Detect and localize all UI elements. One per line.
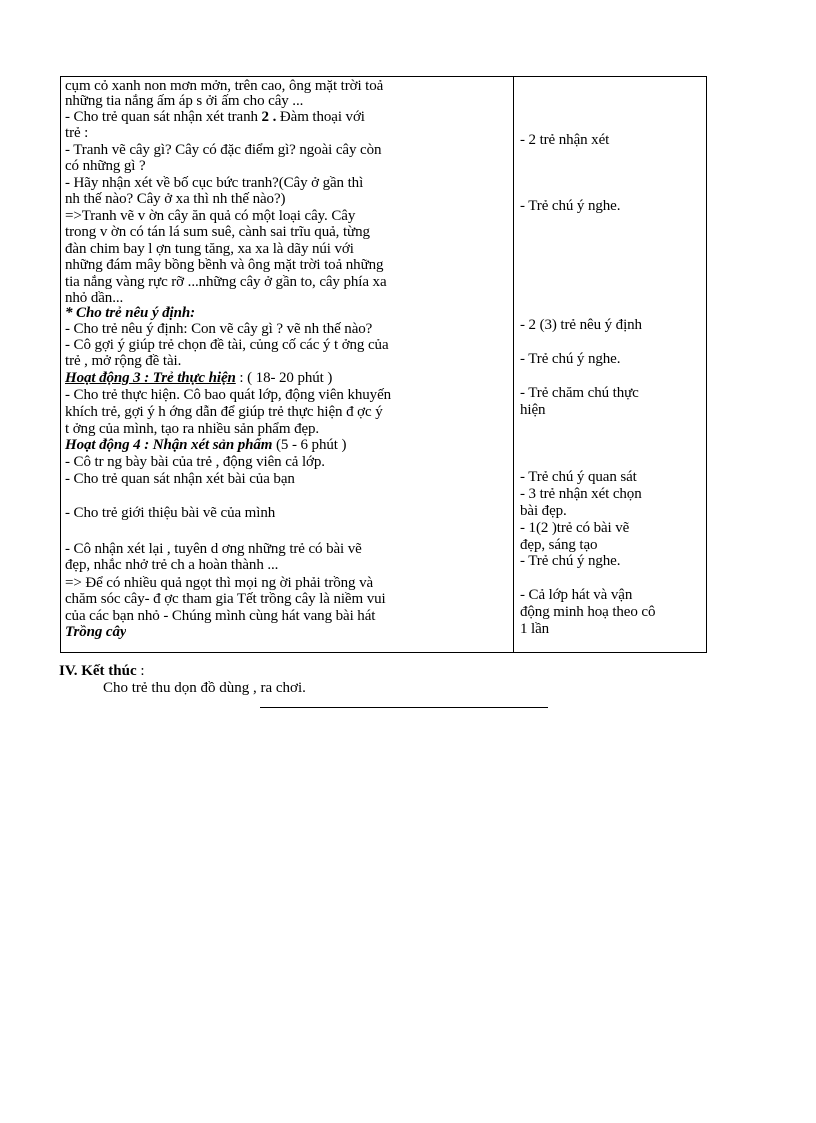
text-line: nh thế nào? Cây ở xa thì nh thế nào?)	[65, 191, 286, 207]
text-line: nhỏ dần...	[65, 290, 124, 306]
text-line: có những gì ?	[65, 158, 146, 174]
text-line: - Cho trẻ nêu ý định: Con vẽ cây gì ? vẽ nh thế nào?	[65, 321, 373, 337]
activity-heading: Hoạt động 4 : Nhận xét sản phẩm	[65, 437, 273, 453]
text-line: bài đẹp.	[520, 503, 567, 519]
activity-heading: Hoạt động 3 : Trẻ thực hiện	[65, 370, 236, 386]
text-line: - Trẻ chăm chú thực	[520, 385, 639, 401]
text-line: hiện	[520, 402, 546, 418]
text-line: =>Tranh vẽ v ờn cây ăn quả có một loại cây. Cây	[65, 208, 356, 224]
text-line: - Trẻ chú ý nghe.	[520, 553, 621, 569]
song-title: Trồng cây	[65, 625, 127, 640]
text-line: - 3 trẻ nhận xét chọn	[520, 486, 642, 502]
text-line: những tia nắng ấm áp s ởi ấm cho cây ...	[65, 93, 304, 109]
text-line: - Cho trẻ quan sát nhận xét bài của bạn	[65, 471, 295, 487]
text-line: trong v ờn có tán lá sum suê, cành sai trĩu quả, từng	[65, 224, 370, 240]
text-line: những đám mây bồng bềnh và ông mặt trời toả những	[65, 257, 384, 273]
activity-duration: : ( 18- 20 phút )	[235, 370, 333, 386]
text-line	[65, 438, 346, 453]
text-line: t ởng của mình, tạo ra nhiều sản phẩm đẹp.	[65, 421, 320, 437]
text-line: chăm sóc cây- đ ợc tham gia Tết trồng cây là niềm vui	[65, 591, 386, 607]
text-line	[65, 110, 365, 125]
column-divider	[513, 77, 514, 652]
text-segment: Đàm thoại với	[276, 109, 365, 125]
text-line: - Cho trẻ thực hiện. Cô bao quát lớp, động viên khuyến	[65, 387, 392, 403]
text-line: 1 lần	[520, 621, 550, 637]
text-line: đẹp, sáng tạo	[520, 537, 598, 553]
text-line: động minh hoạ theo cô	[520, 604, 656, 620]
text-segment: - Cho trẻ quan sát nhận xét tranh	[65, 109, 262, 125]
closing-colon: :	[136, 663, 145, 679]
text-line: - Hãy nhận xét về bố cục bức tranh?(Cây ở gần thì	[65, 175, 364, 191]
text-line: tia nắng vàng rực rỡ ...những cây ở gần to, cây phía xa	[65, 274, 387, 290]
text-line: - Tranh vẽ cây gì? Cây có đặc điểm gì? ngoài cây còn	[65, 142, 382, 158]
text-line: - Cô tr ng bày bài của trẻ , động viên cả lớp.	[65, 454, 325, 470]
text-line: - 2 trẻ nhận xét	[520, 132, 610, 148]
text-line: - Cô gợi ý giúp trẻ chọn đề tài, củng cố các ý t ởng của	[65, 337, 389, 353]
text-line: => Để có nhiều quả ngọt thì mọi ng ời phải trồng và	[65, 575, 374, 591]
text-line: - 1(2 )trẻ có bài vẽ	[520, 520, 630, 536]
text-line: khích trẻ, gợi ý h ớng dẫn để giúp trẻ thực hiện đ ợc ý	[65, 404, 383, 420]
text-line: đẹp, nhắc nhở trẻ ch a hoàn thành ...	[65, 557, 279, 573]
text-line: của các bạn nhỏ - Chúng mình cùng hát vang bài hát	[65, 608, 376, 624]
lesson-table	[60, 76, 707, 653]
text-line	[65, 371, 332, 386]
text-line: - Cả lớp hát và vận	[520, 587, 633, 603]
activity-duration: (5 - 6 phút )	[272, 437, 347, 453]
text-line: - Trẻ chú ý nghe.	[520, 351, 621, 367]
text-line: đàn chim bay l ợn tung tăng, xa xa là dãy núi với	[65, 241, 354, 257]
section-heading: * Cho trẻ nêu ý định:	[65, 305, 196, 321]
text-line: - Cho trẻ giới thiệu bài vẽ của mình	[65, 505, 276, 521]
closing-body: Cho trẻ thu dọn đồ dùng , ra chơi.	[103, 680, 306, 696]
text-line: - 2 (3) trẻ nêu ý định	[520, 317, 642, 333]
text-line: trẻ :	[65, 125, 89, 141]
text-line: cụm cỏ xanh non mơn mởn, trên cao, ông mặt trời toả	[65, 78, 384, 94]
text-line: - Trẻ chú ý quan sát	[520, 469, 637, 485]
text-line: - Cô nhận xét lại , tuyên d ơng những trẻ có bài vẽ	[65, 541, 362, 557]
closing-heading-line	[59, 664, 145, 679]
text-line: - Trẻ chú ý nghe.	[520, 198, 621, 214]
closing-heading: IV. Kết thúc	[59, 663, 137, 679]
end-rule	[260, 707, 548, 708]
text-line: trẻ , mở rộng đề tài.	[65, 353, 182, 369]
picture-number: 2 .	[261, 109, 277, 125]
